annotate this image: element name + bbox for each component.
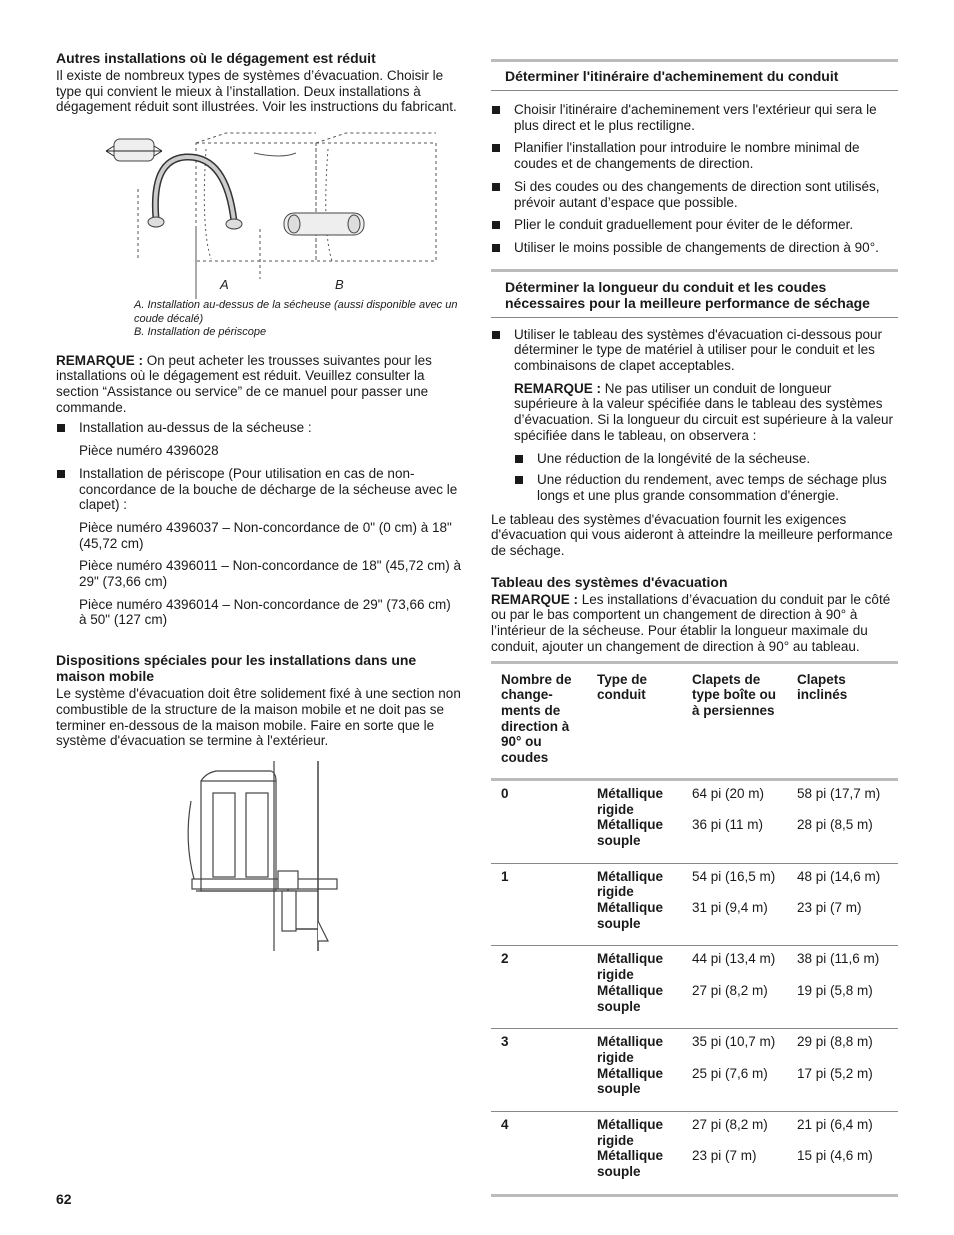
table-cell <box>491 946 587 1029</box>
duct-type-rigid: Métallique rigide <box>597 1034 664 1065</box>
list-item: Utiliser le moins possible de changements de direction à 90°. <box>491 240 898 256</box>
box-hood-flexible-length: 25 pi (7,6 m) <box>692 1065 768 1081</box>
box-hood-flexible-length: 36 pi (11 m) <box>692 817 764 833</box>
section-text-mobile-home: Le système d'évacuation doit être solidement fixé à une section non combustible de la structure de la maison mobile et ne doit pas se terminer en-dessous de la maison mobile. Faire en sorte que le système d'évacuation se termine à l'extérieur. <box>56 686 461 749</box>
list-item <box>491 327 898 504</box>
section-text-reduced-clearance: Il existe de nombreux types de systèmes d’évacuation. Choisir le type qui convient le mieux à l’installation. Deux installations à dégagement réduit sont illustrées. Voir les instructions du fabricant. <box>56 68 457 115</box>
duct-type-flexible: Métallique souple <box>597 817 664 848</box>
left-column <box>56 50 462 951</box>
table-cell <box>587 863 682 946</box>
bullet-text: Installation au-dessus de la sécheuse : <box>79 420 312 436</box>
table-cell <box>787 1029 898 1112</box>
elbow-count: 3 <box>501 1034 509 1050</box>
remarque-label: REMARQUE : <box>514 380 601 396</box>
list-item <box>56 466 462 628</box>
right-column <box>491 59 898 1197</box>
table-cell <box>787 863 898 946</box>
table-cell <box>491 863 587 946</box>
part-number: Pièce numéro 4396011 – Non-concordance de 18" (45,72 cm) à 29" (73,66 cm) <box>79 558 462 590</box>
section-header-route: Déterminer l'itinéraire d'acheminement du conduit <box>491 59 898 91</box>
table-row <box>491 1112 898 1196</box>
table-cell <box>682 779 787 863</box>
mobile-home-exhaust-illustration <box>56 761 462 951</box>
list-item: Planifier l'installation pour introduire le nombre minimal de coudes et de changements de direction. <box>491 140 898 171</box>
table-title: Tableau des systèmes d'évacuation <box>491 573 728 590</box>
duct-type-flexible: Métallique souple <box>597 982 664 1014</box>
elbow-count: 1 <box>501 868 509 884</box>
table-cell <box>491 1112 587 1196</box>
duct-type-rigid: Métallique rigide <box>597 951 664 983</box>
section-header-length: Déterminer la longueur du conduit et les coudes nécessaires pour la meilleure performance de séchage <box>491 269 898 318</box>
table-cell <box>787 946 898 1029</box>
remarque-text: On peut acheter les trousses suivantes pour les installations où le dégagement est réduit. Veuillez consulter la section “Assistance ou service” de ce manuel pour passer une commande. <box>56 352 432 415</box>
part-number: Pièce numéro 4396037 – Non-concordance de 0" (0 cm) à 18" (45,72 cm) <box>79 519 452 551</box>
remarque-label: REMARQUE : <box>56 352 143 368</box>
table-intro: Le tableau des systèmes d'évacuation fournit les exigences d'évacuation qui vous aideront à atteindre la meilleure performance de séchage. <box>491 511 893 559</box>
remarque-text: Les installations d’évacuation du conduit par le côté ou par le bas comportent un changement de direction à 90° à l’intérieur de la sécheuse. Pour établir la longueur maximale du conduit, ajouter un changement de direction à 90° au tableau. <box>491 591 891 654</box>
table-header-row <box>491 662 898 779</box>
route-list <box>491 102 898 256</box>
parts-list <box>56 420 462 628</box>
table-row <box>491 779 898 863</box>
list-item <box>56 420 462 458</box>
remarque-text: Ne pas utiliser un conduit de longueur supérieure à la valeur spécifiée dans le tableau des systèmes d’évacuation. Si la longueur du circuit est supérieure à la valeur spécifiée dans le tableau, on observera : <box>514 380 893 443</box>
elbow-count: 2 <box>501 951 509 967</box>
vent-systems-table <box>491 661 898 1197</box>
list-item: Choisir l'itinéraire d'acheminement vers l'extérieur qui sera le plus direct et le plus rectiligne. <box>491 102 898 133</box>
list-item: Si des coudes ou des changements de direction sont utilisés, prévoir autant d’espace que possible. <box>491 179 898 210</box>
list-item: Une réduction du rendement, avec temps de séchage plus longs et une plus grande consommation d'énergie. <box>514 472 898 503</box>
table-cell <box>682 946 787 1029</box>
figure-label-b: B <box>335 277 344 293</box>
table-row <box>491 863 898 946</box>
duct-type-rigid: Métallique rigide <box>597 868 664 900</box>
table-cell <box>787 779 898 863</box>
table-cell <box>491 779 587 863</box>
bullet-text: Utiliser le tableau des systèmes d'évacuation ci-dessous pour déterminer le type de matériel à utiliser pour le conduit et les combinaisons de clapet acceptables. <box>514 326 883 374</box>
table-cell <box>587 1029 682 1112</box>
box-hood-rigid-length: 35 pi (10,7 m) <box>692 1034 776 1050</box>
remarque-paragraph <box>491 592 898 655</box>
duct-type-flexible: Métallique souple <box>597 1148 664 1180</box>
clearance-installations-illustration <box>56 129 462 299</box>
table-row <box>491 946 898 1029</box>
section-title-mobile-home: Dispositions spéciales pour les installations dans une maison mobile <box>56 652 417 685</box>
angled-hood-rigid-length: 48 pi (14,6 m) <box>797 868 881 884</box>
caption-b: B. Installation de périscope <box>134 326 267 339</box>
angled-hood-rigid-length: 38 pi (11,6 m) <box>797 951 880 967</box>
duct-type-flexible: Métallique souple <box>597 900 664 931</box>
list-item: Plier le conduit graduellement pour éviter de le déformer. <box>491 217 898 233</box>
box-hood-rigid-length: 44 pi (13,4 m) <box>692 951 776 967</box>
box-hood-rigid-length: 27 pi (8,2 m) <box>692 1117 768 1133</box>
part-number: Pièce numéro 4396028 <box>79 443 219 459</box>
angled-hood-flexible-length: 17 pi (5,2 m) <box>797 1065 873 1081</box>
table-cell <box>682 1029 787 1112</box>
table-cell <box>682 863 787 946</box>
table-cell <box>587 1112 682 1196</box>
table-cell <box>491 1029 587 1112</box>
angled-hood-rigid-length: 29 pi (8,8 m) <box>797 1034 873 1050</box>
box-hood-rigid-length: 54 pi (16,5 m) <box>692 868 776 884</box>
duct-type-rigid: Métallique rigide <box>597 785 664 817</box>
angled-hood-flexible-length: 19 pi (5,8 m) <box>797 982 873 998</box>
part-number: Pièce numéro 4396014 – Non-concordance de 29" (73,66 cm) à 50" (127 cm) <box>79 596 451 628</box>
table-row <box>491 1029 898 1112</box>
elbow-count: 0 <box>501 785 509 801</box>
angled-hood-flexible-length: 23 pi (7 m) <box>797 900 862 915</box>
list-item: Une réduction de la longévité de la sécheuse. <box>514 451 898 467</box>
angled-hood-rigid-length: 21 pi (6,4 m) <box>797 1117 873 1133</box>
bullet-text: Installation de périscope (Pour utilisation en cas de non-concordance de la bouche de décharge de la sécheuse avec le clapet) : <box>79 465 458 513</box>
box-hood-rigid-length: 64 pi (20 m) <box>692 785 765 801</box>
remarque-label: REMARQUE : <box>491 591 578 607</box>
elbow-count: 4 <box>501 1117 509 1133</box>
header-box-hoods: Clapets de type boîte ou à persiennes <box>692 671 776 718</box>
duct-type-flexible: Métallique souple <box>597 1065 664 1097</box>
angled-hood-flexible-length: 15 pi (4,6 m) <box>797 1148 873 1164</box>
consequence-list <box>514 451 898 504</box>
remarque-paragraph <box>56 353 462 416</box>
table-cell <box>587 946 682 1029</box>
page-number: 62 <box>56 1191 72 1207</box>
table-cell <box>787 1112 898 1196</box>
box-hood-flexible-length: 31 pi (9,4 m) <box>692 900 768 915</box>
figure-label-a: A <box>220 277 229 293</box>
angled-hood-flexible-length: 28 pi (8,5 m) <box>797 817 873 833</box>
angled-hood-rigid-length: 58 pi (17,7 m) <box>797 785 881 801</box>
header-angled-hoods: Clapets inclinés <box>797 671 848 703</box>
caption-a: A. Installation au-dessus de la sécheuse (aussi disponible avec un coude décalé) <box>134 299 458 325</box>
header-elbows: Nombre de change-ments de direction à 90° ou coudes <box>501 671 572 766</box>
box-hood-flexible-length: 27 pi (8,2 m) <box>692 982 768 998</box>
section-title-reduced-clearance: Autres installations où le dégagement est réduit <box>56 50 376 66</box>
table-cell <box>587 779 682 863</box>
table-cell <box>682 1112 787 1196</box>
header-duct-type: Type de conduit <box>597 671 648 703</box>
length-list <box>491 327 898 504</box>
duct-type-rigid: Métallique rigide <box>597 1117 664 1148</box>
remarque-paragraph <box>514 381 898 444</box>
box-hood-flexible-length: 23 pi (7 m) <box>692 1148 757 1164</box>
